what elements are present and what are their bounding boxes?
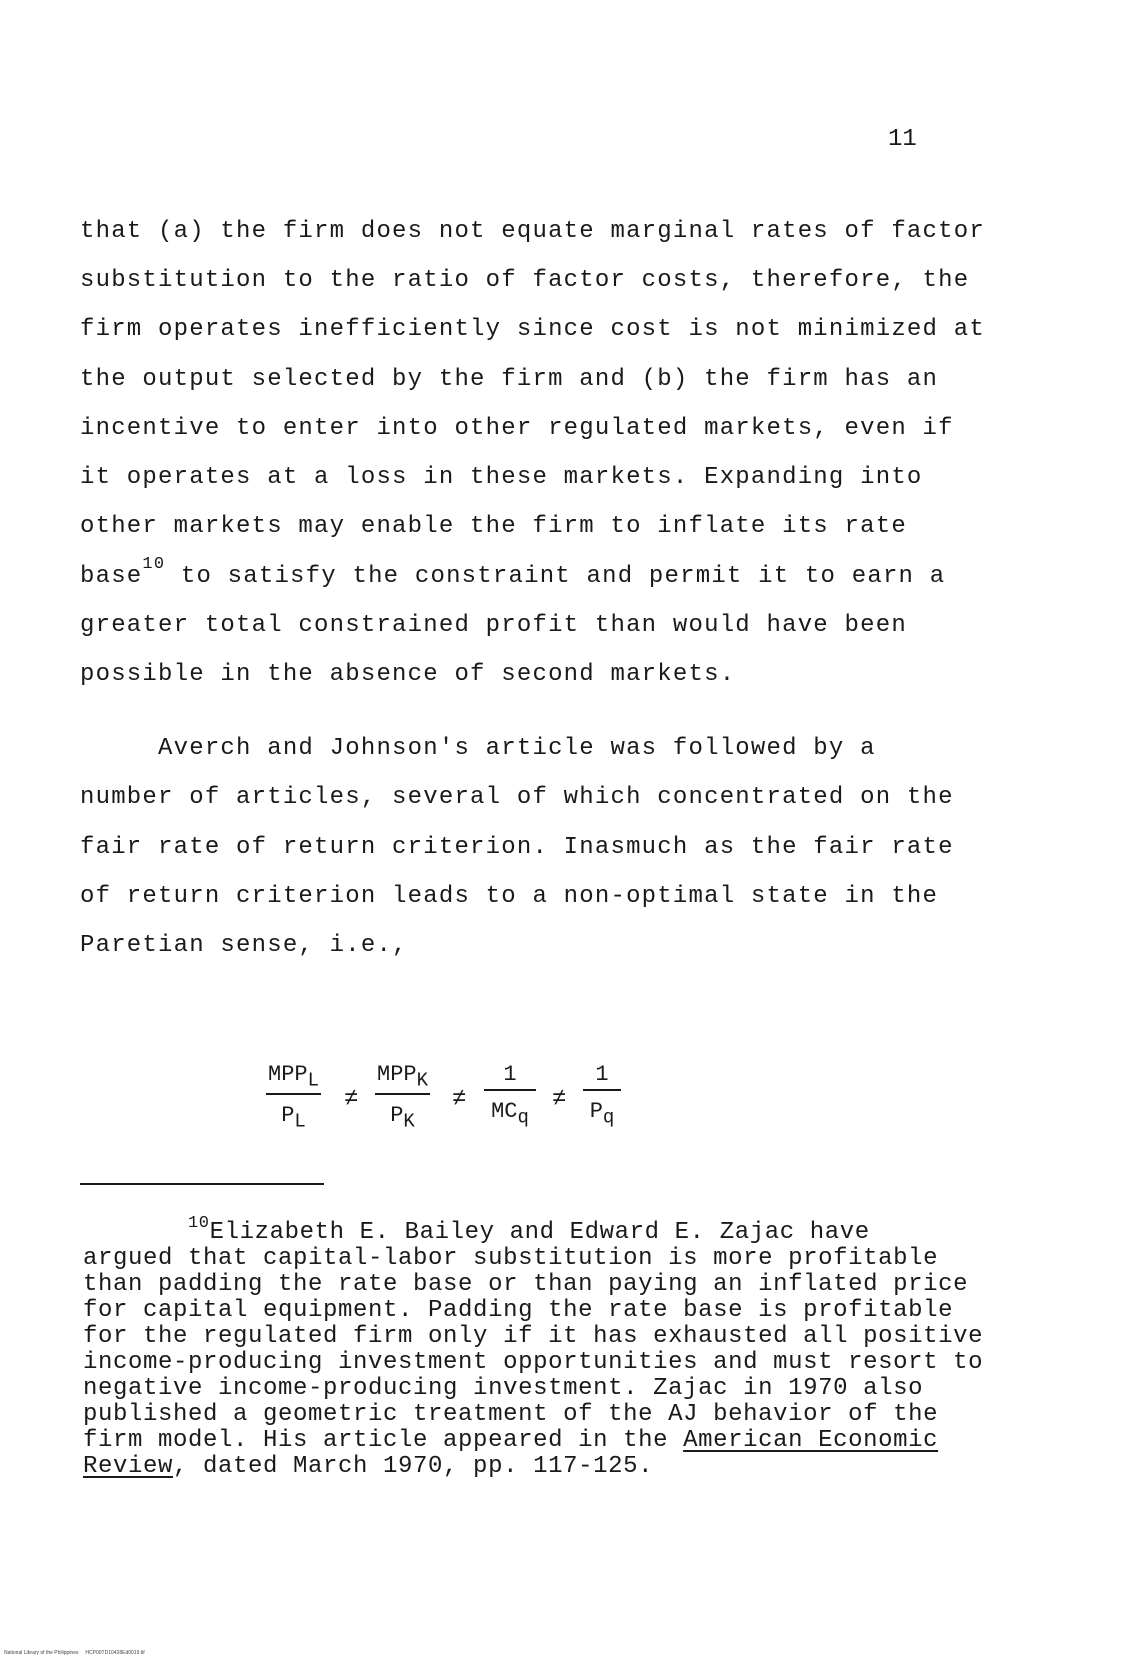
denominator: $P_L$ [281,1103,306,1133]
body-text-line: of return criterion leads to a non-optimal state in the [80,883,939,910]
footnote-reference: 10 [142,555,166,574]
body-text-line: possible in the absence of second markets. [80,661,736,688]
page-number: 11 [888,126,917,153]
text-segment: , dated March 1970, pp. 117-125. [173,1453,654,1480]
body-text-line: incentive to enter into other regulated markets, even if [80,415,954,442]
fraction-one-over-mcq [484,1062,536,1128]
footnote-separator [80,1183,324,1185]
body-text-line: fair rate of return criterion. Inasmuch as the fair rate [80,834,954,861]
footnote-line: for capital equipment. Padding the rate base is profitable [83,1297,954,1324]
body-text-line: that (a) the firm does not equate marginal rates of factor [80,218,985,245]
footnote-marker: 10 [188,1214,210,1233]
numerator: $MPP_L$ [266,1062,321,1095]
journal-title: Review [83,1453,174,1480]
fraction-mpp-k [375,1062,430,1133]
body-text-line: other markets may enable the firm to inflate its rate [80,513,907,540]
footnote-line [83,1455,653,1479]
body-text-line: greater total constrained profit than would have been [80,612,907,639]
footnote-line: negative income-producing investment. Zajac in 1970 also [83,1375,924,1402]
denominator: $MC_q$ [491,1099,529,1129]
footnote-line: than padding the rate base or than paying an inflated price [83,1271,969,1298]
footnote-line: for the regulated firm only if it has exhausted all positive [83,1323,984,1350]
denominator: $P_K$ [390,1103,415,1133]
body-text-line: substitution to the ratio of factor costs, therefore, the [80,267,970,294]
text-segment: Elizabeth E. Bailey and Edward E. Zajac have [209,1219,870,1246]
numerator: 1 [484,1062,536,1091]
body-text-line: Paretian sense, i.e., [80,932,408,959]
not-equal-sign: ≠ [552,1086,567,1113]
numerator: $MPP_K$ [375,1062,430,1095]
not-equal-sign: ≠ [344,1086,359,1113]
footnote-line [83,1429,938,1453]
footnote-line: published a geometric treatment of the AJ behavior of the [83,1401,939,1428]
numerator: 1 [583,1062,621,1091]
body-text-line: Averch and Johnson's article was followed by a [80,735,876,762]
body-text-line: the output selected by the firm and (b) the firm has an [80,366,939,393]
fraction-one-over-pq [583,1062,621,1128]
body-text-line: it operates at a loss in these markets. Expanding into [80,464,923,491]
body-text-line: number of articles, several of which concentrated on the [80,784,954,811]
text-segment: to satisfy the constraint and permit it to earn a [165,563,946,590]
footnote-line: argued that capital-labor substitution is more profitable [83,1245,939,1272]
body-text-line-with-footnote-ref [80,555,946,590]
text-segment: base [80,563,143,590]
fraction-mpp-l [266,1062,321,1133]
archive-footer: National Library of the Philippines HCP00TD10428Ed0019.tif [4,1650,145,1656]
denominator: $P_q$ [589,1099,615,1129]
equation [0,1062,1143,1152]
footnote-line: income-producing investment opportunities and must resort to [83,1349,984,1376]
footnote-first-line [188,1214,870,1246]
body-text-line: firm operates inefficiently since cost is not minimized at [80,316,985,343]
journal-title: American Economic [683,1427,939,1454]
not-equal-sign: ≠ [452,1086,467,1113]
text-segment: firm model. His article appeared in the [83,1427,684,1454]
